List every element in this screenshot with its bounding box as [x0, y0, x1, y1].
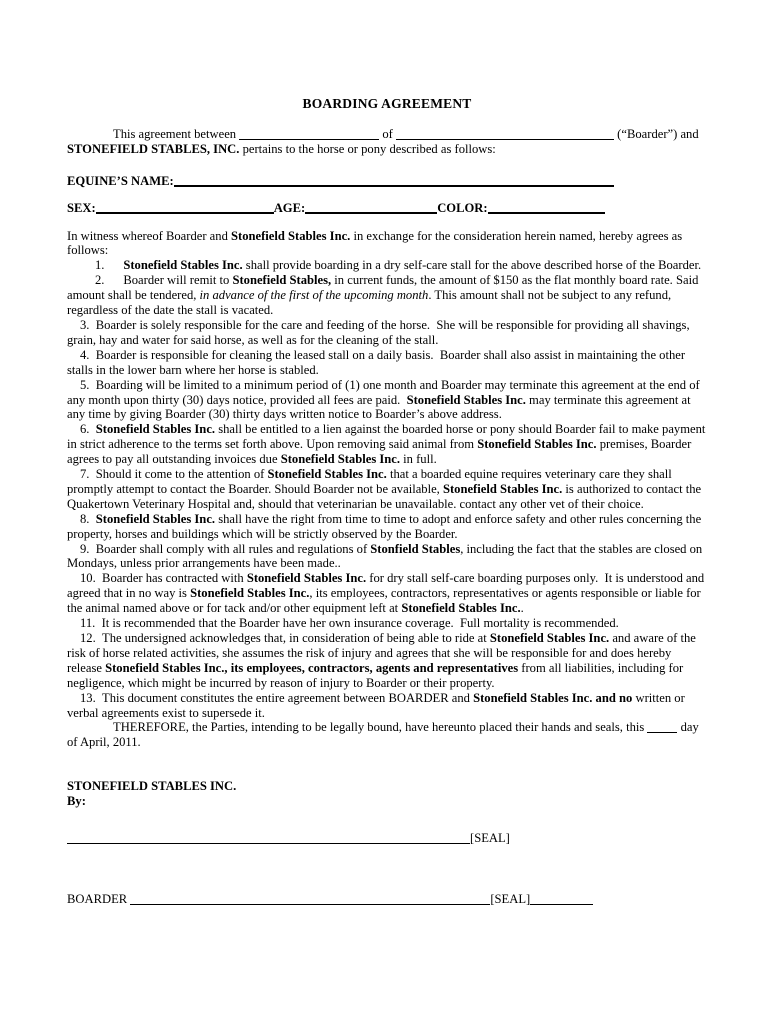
text-segment: in exchange for the consideration herein named, hereby agrees as follows:	[67, 228, 683, 258]
text-segment: shall have the right from time to time to adopt and enforce safety and other rules concerning the property, horses and buildings which will be strictly observed by the Boarder.	[67, 511, 702, 541]
text-segment: 2. Boarder will remit to	[95, 273, 233, 288]
clause-13	[67, 691, 707, 721]
text-segment: [SEAL]	[490, 891, 531, 906]
text-segment: 5. Boarding will be limited to a minimum period of (1) one month and Boarder may terminate this agreement at the end of any month upon thirty (30) days notice, provided all fees are paid.	[67, 377, 700, 407]
text-segment: 7. Should it come to the attention of	[80, 467, 268, 482]
text-segment: 13. This document constitutes the entire agreement between BOARDER and	[80, 690, 474, 705]
company-signoff: STONEFIELD STABLES INC.	[67, 779, 237, 794]
text-segment: Stonefield Stables,	[232, 273, 332, 288]
text-segment: Stonefield Stables Inc.	[246, 571, 367, 586]
blank-line[interactable]	[67, 832, 470, 844]
text-segment: Stonefield Stables Inc.	[280, 452, 401, 467]
blank-line[interactable]	[647, 722, 677, 734]
text-segment: THEREFORE, the Parties, intending to be legally bound, have hereunto placed their hands and seals, this	[113, 720, 648, 735]
text-segment: shall provide boarding in a dry self-care stall for the above described horse of the Boarder.	[242, 258, 702, 273]
text-segment: EQUINE’S NAME:	[67, 173, 174, 188]
blank-line[interactable]	[305, 201, 437, 214]
text-segment: Stonefield Stables Inc.	[406, 392, 526, 407]
company-signature-line	[67, 831, 707, 846]
text-segment: , including the fact that the stables are closed on Mondays, unless prior arrangements have been made..	[67, 541, 703, 571]
blank-line[interactable]	[130, 893, 490, 905]
text-segment: [SEAL]	[470, 831, 510, 846]
text-segment: Stonefield Stables Inc.	[123, 258, 243, 273]
text-segment: day of April, 2011.	[67, 720, 699, 750]
text-segment: .	[520, 601, 524, 616]
text-segment: Stonefield Stables Inc.	[190, 586, 310, 601]
text-segment: AGE:	[273, 200, 306, 215]
text-segment: Stonefield Stables Inc.	[489, 631, 610, 645]
text-segment: Stonfield Stables	[370, 541, 461, 556]
blank-line[interactable]	[396, 128, 614, 140]
text-segment: is authorized to contact the Quakertown Veterinary Hospital and, should that veterinarian be unavailable. contact any other vet of their choice.	[67, 481, 702, 511]
clause-8	[67, 512, 707, 542]
text-segment: (“Boarder”) and	[614, 126, 699, 141]
sex-age-color-field-row	[67, 201, 707, 216]
text-segment: Stonefield Stables Inc.	[95, 422, 216, 437]
blank-line[interactable]	[488, 201, 605, 214]
text-segment: that a boarded equine requires veterinary care they shall promptly attempt to contact the Boarder. Should Boarder not be available,	[67, 467, 672, 496]
text-segment: pertains to the horse or pony described as follows:	[239, 141, 496, 156]
text-segment: 1.	[95, 258, 124, 273]
text-segment: In witness whereof Boarder and	[67, 228, 232, 243]
clause-2	[67, 273, 707, 318]
text-segment: premises, Boarder agrees to pay all outstanding invoices due	[67, 437, 692, 467]
clause-12	[67, 631, 707, 691]
text-segment: SEX:	[67, 200, 96, 215]
text-segment: in full.	[400, 452, 437, 467]
clause-3	[67, 318, 707, 348]
boarder-signature-line	[67, 892, 707, 907]
clause-5	[67, 378, 707, 423]
text-segment: 11. It is recommended that the Boarder have her own insurance coverage. Full mortality is recommended.	[80, 616, 619, 631]
text-segment: 6.	[80, 422, 96, 437]
text-segment: may terminate this agreement at any time by giving Boarder (30) thirty days written notice to Boarder’s above address.	[67, 392, 691, 422]
clause-1	[67, 258, 707, 273]
blank-line[interactable]	[239, 128, 379, 140]
text-segment: Stonefield Stables Inc.	[95, 511, 216, 526]
clause-7	[67, 467, 707, 512]
therefore-paragraph	[67, 720, 707, 750]
blank-line[interactable]	[96, 201, 274, 214]
clause-6	[67, 422, 707, 467]
text-segment: Stonefield Stables Inc. and no	[473, 690, 633, 705]
text-segment: STONEFIELD STABLES, INC.	[67, 141, 240, 156]
intro-paragraph	[67, 127, 707, 157]
text-segment: Stonefield Stables Inc.	[231, 228, 351, 243]
document-content	[67, 0, 707, 907]
clause-9	[67, 542, 707, 572]
text-segment: 10. Boarder has contracted with	[80, 571, 247, 586]
text-segment: COLOR:	[437, 200, 488, 215]
clause-11	[67, 616, 707, 631]
text-segment: Stonefield Stables Inc., its employees, contractors, agents and representatives	[105, 660, 519, 675]
text-segment: 9. Boarder shall comply with all rules and regulations of	[80, 541, 371, 556]
text-segment: Stonefield Stables Inc.	[477, 437, 597, 452]
witness-paragraph	[67, 229, 707, 259]
clause-4	[67, 348, 707, 378]
equine-name-field-row	[67, 174, 707, 189]
text-segment: from all liabilities, including for negligence, which might be incurred by reason of injury to Boarder or their property.	[67, 660, 684, 690]
text-segment: 8.	[80, 511, 96, 526]
text-segment: in advance of the first of the upcoming month	[199, 288, 429, 303]
text-segment: written or verbal agreements exist to supersede it.	[67, 690, 685, 720]
text-segment: . This amount shall not be subject to any refund, regardless of the date the stall is vacated.	[67, 288, 672, 318]
text-segment: BOARDER	[67, 891, 131, 906]
text-segment: shall be entitled to a lien against the boarded horse or pony should Boarder fail to make payment in strict adherence to the terms set forth above. Upon removing said animal from	[67, 422, 706, 452]
text-segment: 4. Boarder is responsible for cleaning the leased stall on a daily basis. Boarder shall also assist in maintaining the other stalls in the lower barn where her horse is stabled.	[67, 347, 686, 377]
text-segment: for dry stall self-care boarding purposes only. It is understood and agreed that in no way is	[67, 571, 705, 601]
blank-line[interactable]	[174, 174, 614, 187]
text-segment: Stonefield Stables Inc.	[442, 481, 563, 496]
text-segment: Stonefield Stables Inc.	[401, 601, 521, 616]
text-segment: 12. The undersigned acknowledges that, in consideration of being able to ride at	[80, 631, 490, 645]
clause-10	[67, 571, 707, 616]
document-title: BOARDING AGREEMENT	[302, 96, 472, 111]
text-segment: Stonefield Stables Inc.	[267, 467, 387, 482]
by-label: By:	[67, 794, 86, 809]
text-segment: 3. Boarder is solely responsible for the care and feeding of the horse. She will be responsible for providing all shavings, grain, hay and water for said horse, as well as for the cleaning of the stall.	[67, 317, 690, 347]
text-segment: of	[379, 126, 397, 141]
text-segment: , its employees, contractors, representatives or agents responsible or liable for the animal named above or for tack and/or other equipment left at	[67, 586, 701, 616]
text-segment: This agreement between	[113, 126, 240, 141]
text-segment: in current funds, the amount of $150 as the flat monthly board rate. Said amount shall be tendered,	[67, 273, 699, 303]
text-segment: and aware of the risk of horse related activities, she assumes the risk of injury and agrees that she will be responsible for and does hereby release	[67, 631, 696, 675]
clause-list	[67, 258, 707, 720]
blank-line[interactable]	[530, 893, 593, 905]
